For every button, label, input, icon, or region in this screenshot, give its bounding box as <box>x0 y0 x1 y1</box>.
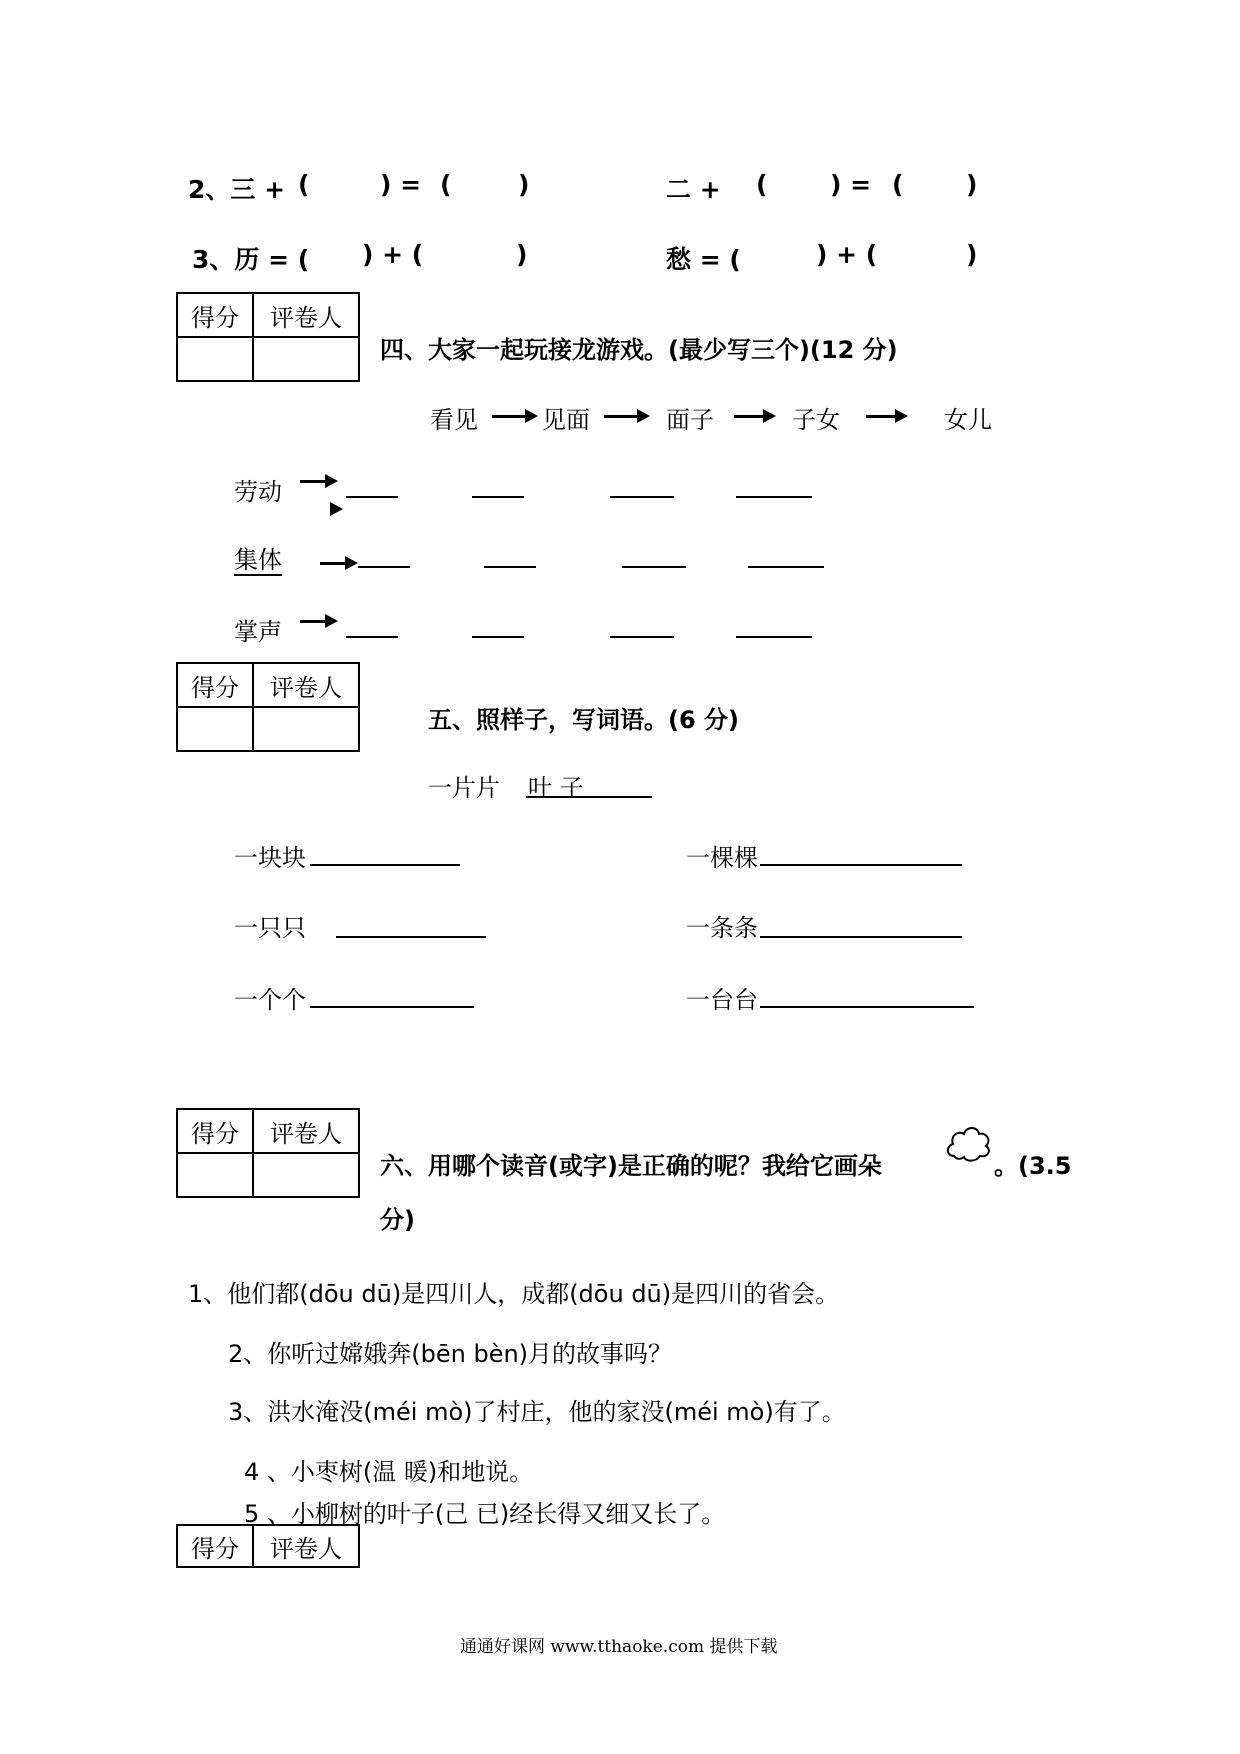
q2-left-paren-open-2: ( <box>440 170 452 199</box>
pinyin-question: 2、你听过嫦娥奔(bēn bèn)月的故事吗？ <box>228 1340 673 1368</box>
score-entry-cell[interactable] <box>177 707 253 751</box>
measure-word-item: 一只只 <box>234 914 306 942</box>
score-box-section5 <box>176 662 360 752</box>
answer-blank[interactable] <box>622 566 686 568</box>
q2-right-paren-close: ) <box>966 170 978 199</box>
q3-right-plus: ) + ( <box>816 240 878 269</box>
q2-right-equals: ) = <box>830 170 872 199</box>
score-entry-cell[interactable] <box>177 337 253 381</box>
answer-blank[interactable] <box>346 496 398 498</box>
answer-blank[interactable] <box>346 636 398 638</box>
score-label: 得分 <box>177 663 253 707</box>
answer-blank[interactable] <box>760 864 962 866</box>
cloud-icon <box>944 1122 994 1164</box>
chain-word: 看见 <box>430 406 478 434</box>
section4-title: 四、大家一起玩接龙游戏。(最少写三个)(12 分) <box>380 336 898 364</box>
answer-blank[interactable] <box>310 1006 474 1008</box>
q2-left-equals: ) = <box>380 170 422 199</box>
answer-blank[interactable] <box>484 566 536 568</box>
score-label: 得分 <box>177 293 253 337</box>
score-entry-cell[interactable] <box>177 1153 253 1197</box>
arrow-icon <box>492 415 526 418</box>
arrow-head-icon <box>330 502 343 516</box>
answer-blank[interactable] <box>760 936 962 938</box>
q2-right-stem: 二 + <box>666 175 721 204</box>
chain-word: 女儿 <box>944 406 992 434</box>
score-box-section4 <box>176 292 360 382</box>
footer-text: 通通好课网 www.tthaoke.com 提供下载 <box>460 1637 778 1657</box>
chain-word: 子女 <box>792 406 840 434</box>
arrow-icon <box>320 562 346 565</box>
q2-right-paren-open-1: ( <box>756 170 768 199</box>
pinyin-question: 4 、小枣树(温 暖)和地说。 <box>244 1458 534 1486</box>
answer-blank[interactable] <box>760 1006 974 1008</box>
q2-left-paren-open-1: ( <box>298 170 310 199</box>
q2-left-stem: 2、三 + <box>188 175 286 204</box>
chain-start-word: 集体 <box>234 546 282 574</box>
q3-left-stem: 3、历 = ( <box>192 245 310 274</box>
answer-blank[interactable] <box>472 496 524 498</box>
measure-word-item: 一台台 <box>686 986 758 1014</box>
arrow-icon <box>734 415 764 418</box>
answer-blank[interactable] <box>736 636 812 638</box>
answer-blank[interactable] <box>736 496 812 498</box>
example-prefix: 一片片 <box>428 774 500 802</box>
pinyin-question: 1、他们都(dōu dū)是四川人，成都(dōu dū)是四川的省会。 <box>188 1280 840 1308</box>
measure-word-item: 一块块 <box>234 844 306 872</box>
example-answer-underline <box>526 796 652 798</box>
section6-title-line2: 分) <box>380 1206 415 1234</box>
answer-blank[interactable] <box>748 566 824 568</box>
grader-entry-cell[interactable] <box>253 707 359 751</box>
measure-word-item: 一个个 <box>234 986 306 1014</box>
arrow-icon <box>300 480 326 483</box>
grader-label: 评卷人 <box>253 1525 359 1567</box>
answer-blank[interactable] <box>472 636 524 638</box>
answer-blank[interactable] <box>336 936 486 938</box>
arrow-icon <box>604 415 638 418</box>
example-answer: 叶 子 <box>528 774 584 802</box>
answer-blank[interactable] <box>310 864 460 866</box>
score-box-section6 <box>176 1108 360 1198</box>
q3-right-paren-close: ) <box>966 240 978 269</box>
q3-right-stem: 愁 = ( <box>666 245 741 274</box>
pinyin-question: 3、洪水淹没(méi mò)了村庄，他的家没(méi mò)有了。 <box>228 1398 846 1426</box>
chain-word: 见面 <box>542 406 590 434</box>
measure-word-item: 一棵棵 <box>686 844 758 872</box>
q3-left-plus: ) + ( <box>362 240 424 269</box>
section6-title: 六、用哪个读音(或字)是正确的呢？我给它画朵 <box>380 1152 882 1180</box>
score-box-section7 <box>176 1524 360 1568</box>
q3-left-paren-close: ) <box>516 240 528 269</box>
grader-label: 评卷人 <box>253 1109 359 1153</box>
score-label: 得分 <box>177 1525 253 1567</box>
section6-title-suffix: 。(3.5 <box>994 1152 1072 1180</box>
section5-title: 五、照样子，写词语。(6 分) <box>428 706 739 734</box>
q2-right-paren-open-2: ( <box>892 170 904 199</box>
answer-blank[interactable] <box>610 496 674 498</box>
grader-entry-cell[interactable] <box>253 1153 359 1197</box>
grader-label: 评卷人 <box>253 293 359 337</box>
arrow-icon <box>300 620 326 623</box>
chain-word: 面子 <box>666 406 714 434</box>
grader-label: 评卷人 <box>253 663 359 707</box>
pinyin-question: 5 、小柳树的叶子(己 已)经长得又细又长了。 <box>244 1500 726 1528</box>
answer-blank[interactable] <box>610 636 674 638</box>
answer-blank[interactable] <box>358 566 410 568</box>
q2-left-paren-close: ) <box>518 170 530 199</box>
chain-start-word: 劳动 <box>234 478 282 506</box>
score-label: 得分 <box>177 1109 253 1153</box>
grader-entry-cell[interactable] <box>253 337 359 381</box>
arrow-icon <box>866 415 896 418</box>
chain-start-word: 掌声 <box>234 618 282 646</box>
measure-word-item: 一条条 <box>686 914 758 942</box>
